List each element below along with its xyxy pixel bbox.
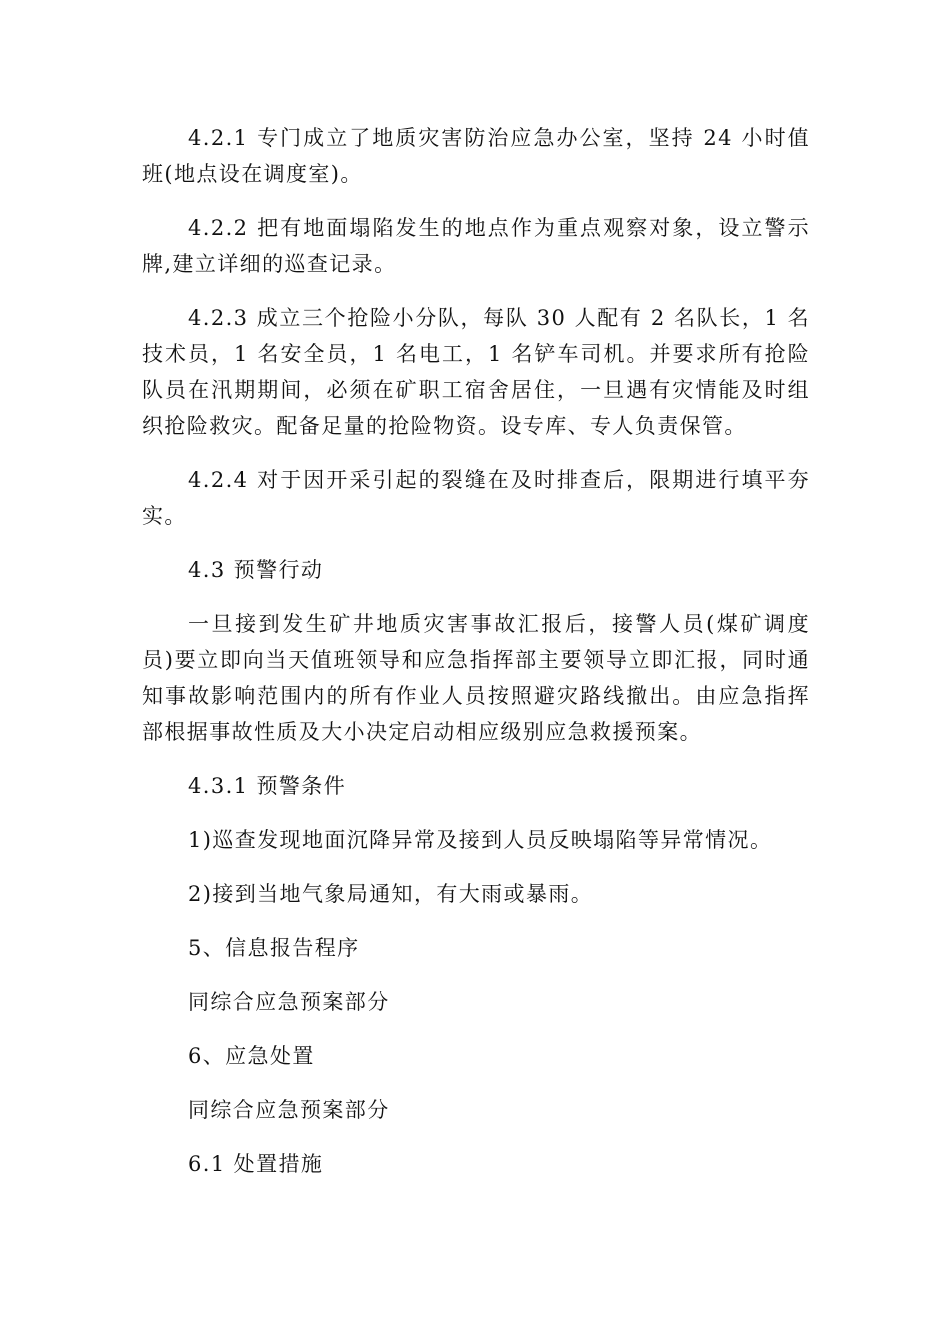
heading-6: 6、应急处置 bbox=[188, 1044, 315, 1068]
heading-4-3-1: 4.3.1 预警条件 bbox=[188, 774, 347, 798]
paragraph-4-2-1: 4.2.1 专门成立了地质灾害防治应急办公室，坚持 24 小时值班(地点设在调度室)。 bbox=[142, 126, 810, 186]
list-item-1: 1)巡查发现地面沉降异常及接到人员反映塌陷等异常情况。 bbox=[188, 828, 773, 852]
paragraph-same-as-general-1: 同综合应急预案部分 bbox=[188, 990, 390, 1014]
paragraph-4-2-3: 4.2.3 成立三个抢险小分队，每队 30 人配有 2 名队长，1 名技术员，1 名安全员，1 名电工，1 名铲车司机。并要求所有抢险队员在汛期期间，必须在矿职工宿舍居住，一旦遇有灾情能及时组织抢险救灾。配备足量的抢险物资。设专库、专人负责保管。 bbox=[142, 306, 810, 438]
heading-4-3: 4.3 预警行动 bbox=[188, 558, 324, 582]
paragraph-warning-action: 一旦接到发生矿井地质灾害事故汇报后，接警人员(煤矿调度员)要立即向当天值班领导和应急指挥部主要领导立即汇报，同时通知事故影响范围内的所有作业人员按照避灾路线撤出。由应急指挥部根据事故性质及大小决定启动相应级别应急救援预案。 bbox=[142, 612, 810, 744]
heading-5: 5、信息报告程序 bbox=[188, 936, 360, 960]
document-body bbox=[142, 120, 810, 1200]
list-item-2: 2)接到当地气象局通知，有大雨或暴雨。 bbox=[188, 882, 594, 906]
heading-6-1: 6.1 处置措施 bbox=[188, 1152, 324, 1176]
paragraph-4-2-4: 4.2.4 对于因开采引起的裂缝在及时排查后，限期进行填平夯实。 bbox=[142, 468, 810, 528]
paragraph-4-2-2: 4.2.2 把有地面塌陷发生的地点作为重点观察对象，设立警示牌,建立详细的巡查记录。 bbox=[142, 216, 810, 276]
paragraph-same-as-general-2: 同综合应急预案部分 bbox=[188, 1098, 390, 1122]
